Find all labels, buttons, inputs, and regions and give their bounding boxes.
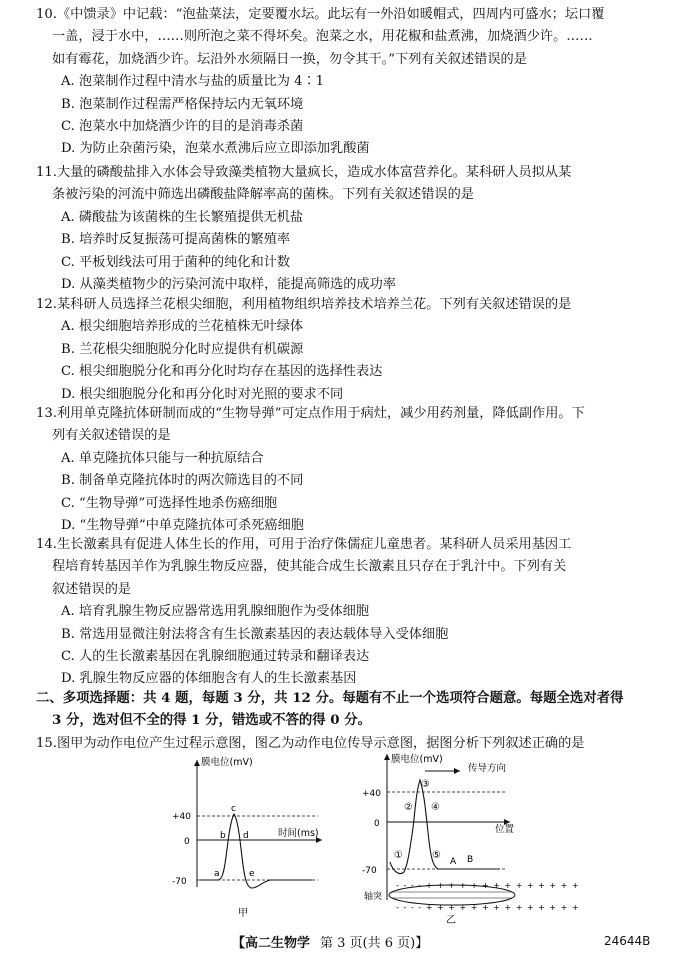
direction-label: 传导方向 (468, 763, 507, 774)
option-c: C. 根尖细胞脱分化和再分化时均存在基因的选择性表达 (61, 364, 383, 380)
marker-label: ② (404, 802, 413, 813)
charge-signs-bottom: - - - - + + + + + + + + + + + + + + (396, 903, 580, 912)
question-12 (36, 294, 652, 406)
question-14 (36, 534, 652, 691)
section-heading (36, 687, 652, 732)
question-stem-line: 条被污染的河流中筛选出磷酸盐降解率高的菌株。下列有关叙述错误的是 (52, 187, 474, 203)
option-d: D. “生物导弹”中单克隆抗体可杀死癌细胞 (61, 518, 304, 534)
marker-label: ① (394, 850, 403, 861)
figure-yi (362, 753, 580, 926)
question-13 (36, 403, 652, 537)
marker-label: ⑤ (432, 850, 441, 861)
option-b: B. 常选用显微注射法将含有生长激素基因的表达载体导入受体细胞 (61, 626, 449, 642)
question-stem-line: 图甲为动作电位产生过程示意图，图乙为动作电位传导示意图，据图分析下列叙述正确的是 (56, 736, 585, 751)
question-number: 14. (36, 537, 57, 552)
section-instruction-line: 二、多项选择题：共 4 题，每题 3 分，共 12 分。每题有不止一个选项符合题意。每题全选对者得 (36, 690, 624, 706)
question-stem-line: 程培育转基因羊作为乳腺生物反应器，使其能合成生长激素且只存在于乳汁中。下列有关 (52, 559, 567, 575)
region-label: B (467, 855, 474, 865)
question-11 (36, 162, 652, 296)
option-d: D. 从藻类植物少的污染河流中取样，能提高筛选的成功率 (61, 277, 396, 293)
option-c: C. 泡菜水中加烧酒少许的目的是消毒杀菌 (61, 119, 304, 135)
figures (0, 752, 677, 927)
y-axis-label: 膜电位(mV) (201, 757, 253, 768)
footer-page-number: 第 3 页(共 6 页)】 (320, 936, 429, 951)
tick-label: 0 (374, 819, 380, 829)
x-axis-label: 位置 (495, 824, 515, 835)
marker-label: ④ (431, 802, 440, 813)
option-c: C. 平板划线法可用于菌种的纯化和计数 (61, 254, 291, 270)
figure-jia (172, 756, 322, 919)
question-stem-line: 一盖，浸于水中，……则所泡之菜不得坏矣。泡菜之水，用花椒和盐煮沸，加烧酒少许。…… (52, 29, 593, 45)
option-d: D. 根尖细胞脱分化和再分化时对光照的要求不同 (61, 386, 344, 402)
question-number: 12. (36, 297, 57, 312)
question-stem-line: 大量的磷酸盐排入水体会导致藻类植物大量疯长，造成水体富营养化。某科研人员拟从某 (56, 165, 572, 180)
option-a: A. 磷酸盐为该菌株的生长繁殖提供无机盐 (61, 209, 304, 225)
option-a: A. 泡菜制作过程中清水与盐的质量比为 4∶1 (61, 74, 325, 90)
marker-label: ③ (421, 779, 430, 790)
question-number: 15. (36, 736, 57, 751)
option-b: B. 兰花根尖细胞脱分化时应提供有机碳源 (61, 341, 304, 357)
question-number: 13. (36, 406, 57, 421)
option-c: C. “生物导弹”可选择性地杀伤癌细胞 (61, 495, 278, 511)
section-instruction-line: 3 分，选对但不全的得 1 分，错选或不答的得 0 分。 (52, 712, 372, 729)
question-stem-line: 如有霉花，加烧酒少许。坛沿外水须隔日一换，勿令其干。”下列有关叙述错误的是 (52, 51, 527, 67)
option-a: A. 单克隆抗体只能与一种抗原结合 (61, 450, 264, 466)
region-label: A (450, 857, 457, 867)
question-stem-line: 叙述错误的是 (52, 581, 132, 597)
point-label: e (249, 869, 255, 879)
point-label: a (214, 869, 220, 879)
tick-label: +40 (172, 812, 191, 822)
option-a: A. 根尖细胞培养形成的兰花植株无叶绿体 (61, 319, 304, 335)
question-stem-line: 利用单克隆抗体研制而成的“生物导弹”可定点作用于病灶，减少用药剂量，降低副作用。下 (56, 406, 585, 421)
figure-caption: 甲 (238, 908, 248, 919)
tick-label: -70 (172, 877, 187, 887)
figure-caption: 乙 (446, 915, 456, 926)
option-d: D. 乳腺生物反应器的体细胞含有人的生长激素基因 (61, 671, 357, 687)
question-stem-line: 《中馈录》中记载：“泡盐菜法，定要覆水坛。此坛有一外沿如暖帽式，四周内可盛水；坛口覆 (56, 7, 605, 22)
option-d: D. 为防止杂菌污染，泡菜水煮沸后应立即添加乳酸菌 (61, 141, 370, 157)
question-stem-line: 列有关叙述错误的是 (52, 428, 171, 444)
option-b: B. 培养时反复振荡可提高菌株的繁殖率 (61, 232, 291, 248)
conduction-curve (390, 780, 500, 874)
question-stem-line: 生长激素具有促进人体生长的作用，可用于治疗侏儒症儿童患者。某科研人员采用基因工 (56, 537, 572, 552)
tick-label: -70 (362, 866, 377, 876)
question-number: 10. (36, 7, 57, 22)
point-label: c (231, 804, 236, 814)
option-b: B. 泡菜制作过程需严格保持坛内无氧环境 (61, 96, 304, 112)
point-label: b (220, 831, 226, 841)
y-axis-label: 膜电位(mV) (391, 754, 443, 765)
charge-signs-top: - - - - + + + + + + + + + + + + + + (396, 881, 580, 890)
axon-label: 轴突 (364, 892, 383, 902)
footer-course: 【高二生物学 (232, 936, 311, 951)
tick-label: +40 (362, 789, 381, 799)
option-b: B. 制备单克隆抗体时的两次筛选目的不同 (61, 473, 304, 489)
question-number: 11. (36, 165, 57, 180)
point-label: d (243, 831, 249, 841)
footer-code: 24644B (604, 934, 651, 948)
question-10 (36, 4, 652, 161)
question-stem-line: 某科研人员选择兰花根尖细胞，利用植物组织培养技术培养兰花。下列有关叙述错误的是 (56, 297, 572, 312)
option-c: C. 人的生长激素基因在乳腺细胞通过转录和翻译表达 (61, 649, 370, 665)
x-axis-label: 时间(ms) (278, 828, 319, 839)
tick-label: 0 (184, 837, 190, 847)
option-a: A. 培育乳腺生物反应器常选用乳腺细胞作为受体细胞 (61, 604, 370, 620)
